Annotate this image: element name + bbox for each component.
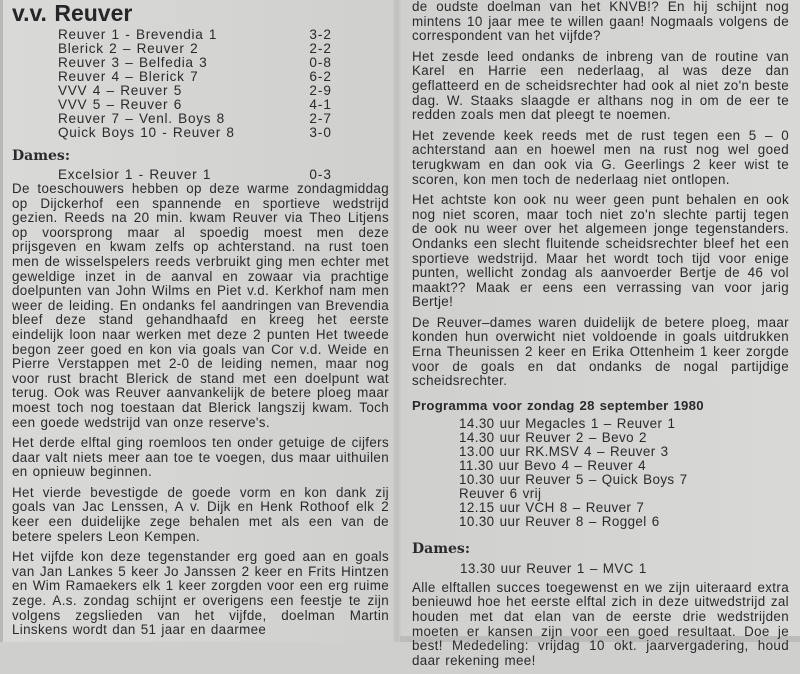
results-table [58, 28, 332, 140]
program-row [459, 473, 789, 487]
program-row [459, 515, 789, 529]
column-gutter [393, 0, 401, 642]
result-row [58, 112, 332, 126]
result-row [58, 70, 332, 84]
result-row [58, 28, 332, 42]
program-match: Reuver 5 – Quick Boys 7 [525, 471, 688, 487]
result-score: 2-7 [309, 111, 332, 126]
result-score: 2-2 [309, 41, 332, 56]
program-match: Reuver 1 – MVC 1 [526, 560, 647, 576]
result-row [58, 84, 332, 98]
report-paragraph-third-team: Het derde elftal ging roemloos ten onder getuige de cijfers daar valt niets meer aan toe te voegen, dus maar uithuilen en opnieuw beginnen. [12, 435, 389, 480]
program-match: VCH 8 – Reuver 7 [525, 499, 645, 515]
dames-heading: Dames: [12, 148, 70, 164]
program-time: 11.30 uur [459, 457, 520, 473]
result-score: 3-2 [309, 27, 332, 42]
result-row [58, 126, 332, 140]
result-score: 0-3 [309, 167, 332, 182]
program-row [459, 501, 789, 515]
result-score: 3-0 [309, 125, 332, 140]
program-time: 14.30 uur [459, 415, 521, 431]
program-dames-row [460, 562, 789, 577]
result-score: 2-9 [309, 83, 332, 98]
program-time: 12.15 uur [459, 499, 521, 515]
result-row [58, 42, 332, 56]
program-dames-heading: Dames: [412, 540, 470, 557]
program-time: 14.30 uur [459, 429, 521, 445]
program-time: 10.30 uur [459, 471, 521, 487]
left-column [12, 0, 389, 644]
dames-result-row [58, 168, 332, 182]
result-row [58, 98, 332, 112]
result-row [58, 56, 332, 70]
result-match: VVV 4 – Reuver 5 [58, 83, 183, 98]
result-match: VVV 5 – Reuver 6 [58, 97, 183, 112]
result-match: Excelsior 1 - Reuver 1 [58, 167, 212, 182]
program-time: 13.30 uur [460, 560, 522, 576]
program-row [459, 445, 789, 459]
report-paragraph-eighth-team: Het achtste kon ook nu weer geen punt behalen en ook nog niet scoren, maar toch niet zo'n slechte partij tegen de ook nu weer over het algemeen jonge tegenstanders. Ondanks een slecht fluitende scheidsrechter bleef het een sportieve wedstrijd. Maar het wordt toch tijd voor enige punten, wellicht zondag als aanvoerder Bertje de 46 vol maakt?? Maak er eens een verrassing van voor jarig Bertje! [412, 192, 789, 310]
program-time: 10.30 uur [459, 513, 521, 529]
result-score: 6-2 [309, 69, 332, 84]
program-row [459, 417, 789, 431]
report-paragraph-seventh-team: Het zevende keek reeds met de rust tegen een 5 – 0 achterstand aan en hoewel men na rust nog wel goed terugkwam en dan ook via G. Geerlings 2 keer wist te scoren, kon men toch de nederlaag niet ontlopen. [412, 127, 789, 187]
report-paragraph-sixth-team: Het zesde leed ondanks de inbreng van de routine van Karel en Harrie een nederlaag, al was deze dan geflatteerd en de scheidsrechter had ook al niet zo'n beste dag. W. Staaks slaagde er althans nog in om de eer te redden zoals men dat pleegt te noemen. [412, 48, 789, 123]
program-match: Reuver 8 – Roggel 6 [525, 513, 660, 529]
report-paragraph-first-and-second-team: De toeschouwers hebben op deze warme zondagmiddag op Dijckerhof een spannende en sportieve wedstrijd gezien. Reeds na 20 min. kwam Reuver via Theo Litjens op voorsprong maar al spoedig moest men deze prijsgeven en kwam zelfs op achterstand. na rust toen men de wisselspelers reeds verbruikt ging men echter met geweldige inzet in de aanval en zowaar via prachtige doelpunten van John Wilms en Piet v.d. Kerkhof nam men weer de leiding. En ondanks fel aandringen van Brevendia bleef deze stand gehandhaafd en kreeg het eerste eindelijk loon naar werken met deze 2 punten Het tweede begon zeer goed en kon via goals van Cor v.d. Weide en Pierre Verstappen met 2-0 de leiding nemen, maar nog voor rust bracht Blerick de stand met een doelpunt wat terug. Ook was Reuver aanvankelijk de betere ploeg maar moest toch nog toestaan dat Blerick langszij kwam. Toch een goede wedstrijd van onze reserve's. [12, 181, 389, 430]
program-list [459, 417, 789, 529]
program-heading: Programma voor zondag 28 september 1980 [412, 397, 704, 413]
program-row [459, 459, 789, 473]
program-match: RK.MSV 4 – Reuver 3 [525, 443, 669, 459]
result-match: Reuver 1 - Brevendia 1 [58, 27, 218, 42]
result-match: Reuver 4 – Blerick 7 [58, 69, 199, 84]
report-paragraph-ladies-team: De Reuver–dames waren duidelijk de betere ploeg, maar konden hun overwicht niet voldoende in goals uitdrukken Erna Theunissen 2 keer en Erika Ottenheim 1 keer zorgde voor de goals en dat ondanks de nogal partijdige scheidsrechter. [412, 314, 789, 389]
program-row [459, 431, 789, 445]
result-match: Reuver 7 – Venl. Boys 8 [58, 111, 225, 126]
program-match: Bevo 4 – Reuver 4 [524, 457, 646, 473]
result-score: 4-1 [309, 97, 332, 112]
report-paragraph-fifth-team: Het vijfde kon deze tegenstander erg goed aan en goals van Jan Lankes 5 keer Jo Janssen 2 keer en Frits Hintzen en Wim Ramaekers elk 1 keer zorgden voor een erg ruime zege. A.s. zondag schijnt er overigens een feestje te zijn volgens zegslieden van het vijfde, doelman Martin Linskens wordt dan 51 jaar en daarmee [12, 549, 389, 638]
result-match: Blerick 2 – Reuver 2 [58, 41, 199, 56]
program-match: Reuver 6 vrij [459, 485, 542, 501]
right-column [412, 0, 789, 674]
clipping-left-edge [0, 0, 3, 642]
program-row [459, 487, 789, 501]
report-paragraph-fourth-team: Het vierde bevestigde de goede vorm en kon dank zij goals van Jac Lenssen, A v. Dijk en Henk Rothoof elk 2 keer een duidelijke zege behalen met als een van de betere spelers Leon Kempen. [12, 484, 389, 544]
article-title: v.v. Reuver [12, 0, 133, 26]
report-paragraph-fifth-team-continued: de oudste doelman van het KNVB!? En hij schijnt nog mintens 10 jaar mee te willen gaan! Nogmaals volgens de correspondent van het vijfde? [412, 0, 789, 44]
result-match: Reuver 3 – Belfedia 3 [58, 55, 208, 70]
program-time: 13.00 uur [459, 443, 521, 459]
result-match: Quick Boys 10 - Reuver 8 [58, 125, 235, 140]
program-match: Megacles 1 – Reuver 1 [525, 415, 676, 431]
result-score: 0-8 [309, 55, 332, 70]
closing-paragraph: Alle elftallen succes toegewenst en we zijn uiteraard extra benieuwd hoe het eerste elftal zich in deze uitwedstrijd zal houden met dat elan van de eerste drie wedstrijden moeten er kansen zijn voor een goed resultaat. Doe je best! Mededeling: vrijdag 10 okt. jaarvergadering, houd daar rekening mee! [412, 579, 789, 668]
program-match: Reuver 2 – Bevo 2 [525, 429, 647, 445]
